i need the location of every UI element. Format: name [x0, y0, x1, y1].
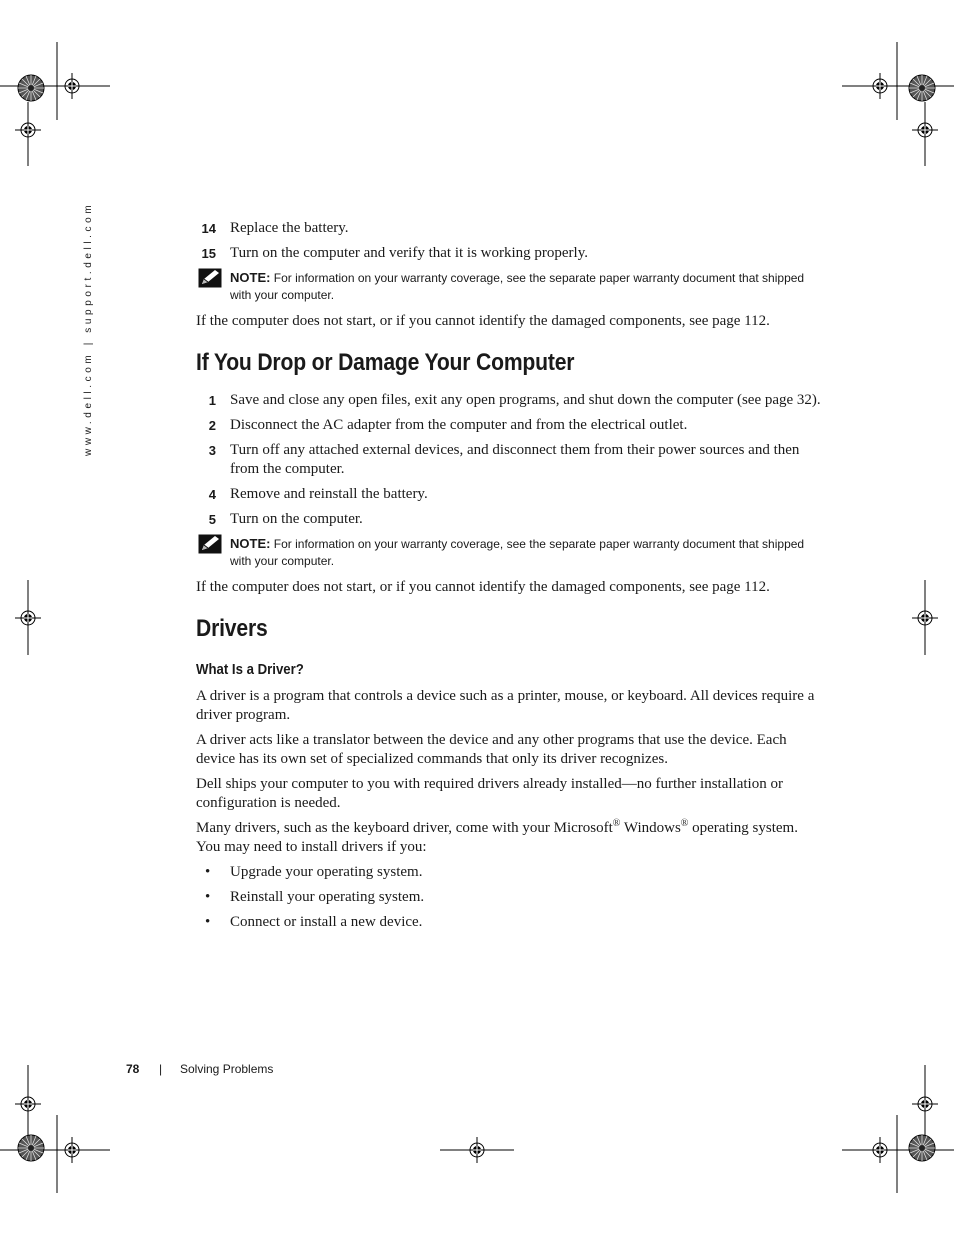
step-number: 15 — [201, 246, 216, 261]
paragraph-driver-definition: A driver is a program that controls a device such as a printer, mouse, or keyboard. All devices require a driver program. — [196, 688, 815, 723]
bullet-text: Reinstall your operating system. — [230, 889, 425, 905]
paragraph-no-start-1: If the computer does not start, or if you cannot identify the damaged components, see page 112. — [196, 313, 770, 329]
bullet-item: • Connect or install a new device. — [205, 914, 423, 930]
step-text: Replace the battery. — [230, 220, 349, 236]
step-15 — [196, 244, 821, 263]
registered-mark: ® — [612, 818, 621, 829]
registered-mark: ® — [680, 818, 689, 829]
side-url: www.dell.com | support.dell.com — [83, 201, 94, 456]
note-pencil-icon — [198, 268, 222, 288]
bullet-text: Upgrade your operating system. — [230, 864, 423, 880]
step-14 — [196, 219, 821, 238]
note-text: For information on your warranty coverage, see the separate paper warranty document that shipped with your computer. — [230, 271, 805, 302]
step-3 — [196, 441, 821, 479]
note-pencil-icon — [198, 534, 222, 554]
paragraph-driver-translator: A driver acts like a translator between the device and any other programs that use the device. Each device has its own set of specialized commands that only its driver recognizes. — [196, 732, 787, 767]
step-number: 2 — [208, 418, 216, 433]
step-text: Turn on the computer. — [230, 511, 363, 527]
text-part: Windows — [620, 820, 681, 836]
note-label: NOTE: — [230, 536, 271, 551]
step-1 — [196, 391, 821, 410]
footer-separator: | — [159, 1062, 163, 1076]
step-number: 3 — [208, 443, 216, 458]
page-footer — [126, 1062, 274, 1076]
note-label: NOTE: — [230, 270, 271, 285]
text-part: Many drivers, such as the keyboard driver, come with your Microsoft — [196, 820, 613, 836]
step-number: 1 — [208, 393, 216, 408]
subheading-what-is-driver: What Is a Driver? — [196, 661, 304, 678]
paragraph-many-drivers — [196, 819, 821, 857]
paragraph-no-start-2: If the computer does not start, or if you cannot identify the damaged components, see page 112. — [196, 579, 770, 595]
step-number: 5 — [208, 512, 216, 527]
heading-drop-damage: If You Drop or Damage Your Computer — [196, 349, 575, 376]
note-warranty-2 — [196, 535, 821, 570]
step-number: 14 — [201, 221, 216, 236]
step-text: Remove and reinstall the battery. — [230, 486, 428, 502]
note-text: For information on your warranty coverage, see the separate paper warranty document that shipped with your computer. — [230, 537, 805, 568]
step-number: 4 — [208, 487, 216, 502]
paragraph-dell-ships: Dell ships your computer to you with required drivers already installed—no further installation or configuration is needed. — [196, 776, 783, 811]
heading-drivers: Drivers — [196, 615, 268, 642]
step-2 — [196, 416, 821, 435]
step-4 — [196, 485, 821, 504]
step-text: Turn off any attached external devices, and disconnect them from their power sources and then from the computer. — [230, 442, 800, 477]
step-text: Save and close any open files, exit any open programs, and shut down the computer (see page 32). — [230, 392, 821, 408]
section-name: Solving Problems — [180, 1062, 274, 1076]
bullet-text: Connect or install a new device. — [230, 914, 423, 930]
note-warranty-1 — [196, 269, 821, 304]
bullet-item: • Upgrade your operating system. — [205, 864, 423, 880]
bullet-item: • Reinstall your operating system. — [205, 889, 425, 905]
step-text: Disconnect the AC adapter from the computer and from the electrical outlet. — [230, 417, 688, 433]
text-part: operating system. You may need to install drivers if you: — [196, 820, 798, 855]
page-number: 78 — [126, 1062, 140, 1076]
step-5 — [196, 510, 821, 529]
step-text: Turn on the computer and verify that it is working properly. — [230, 245, 588, 261]
page-content — [196, 219, 821, 938]
